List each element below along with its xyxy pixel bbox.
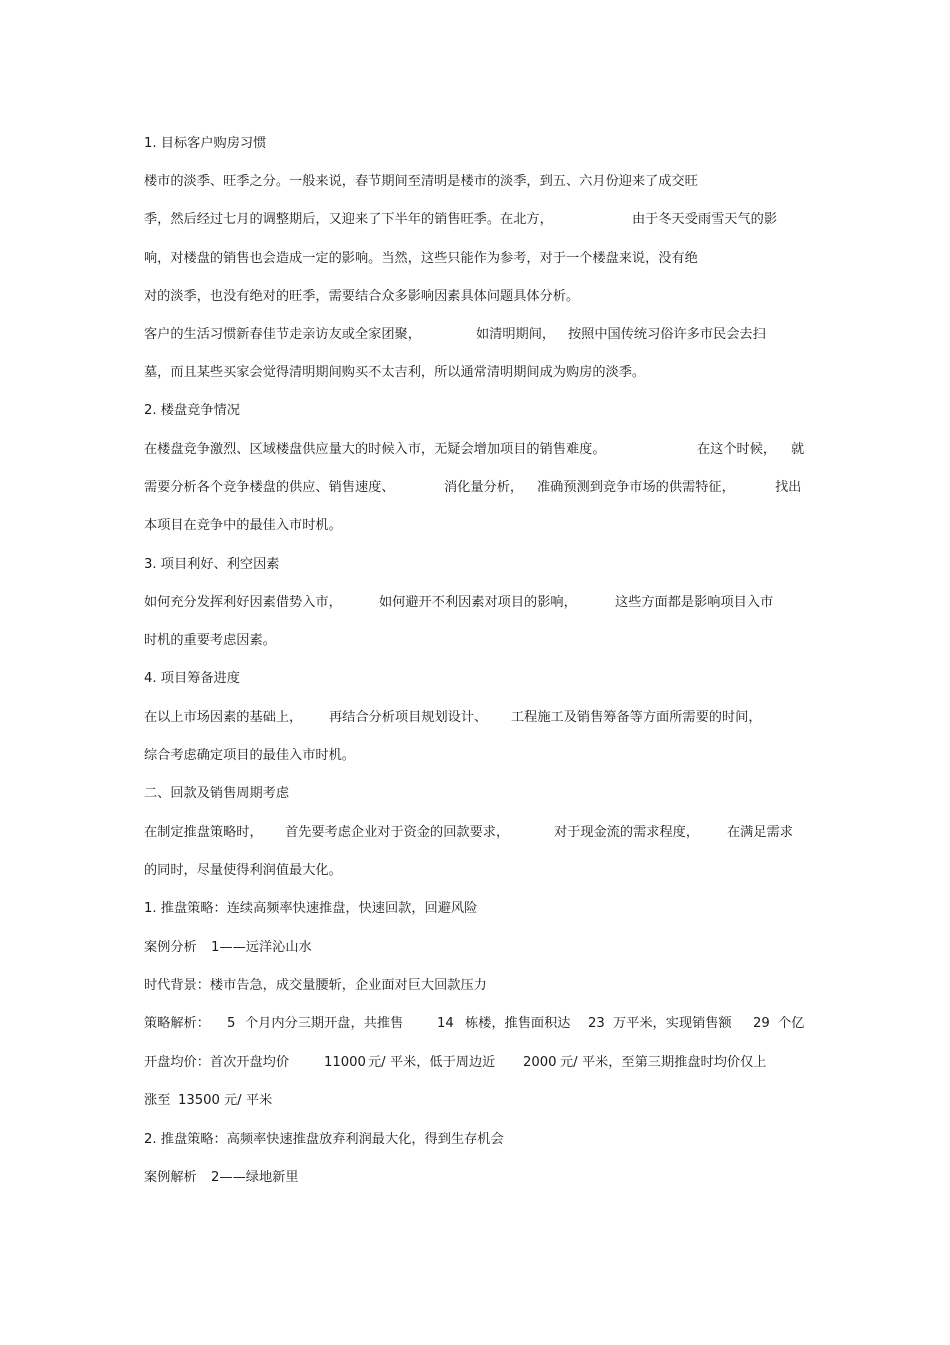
case-title-1 <box>144 936 824 960</box>
text-segment: 响，对楼盘的销售也会造成一定的影响。当然，这些只能作为参考，对于一个楼盘来说，没有绝 <box>144 251 698 266</box>
text-segment: 个亿 <box>778 1016 805 1031</box>
text-segment: 在满足需求 <box>727 825 793 840</box>
text-segment: 综合考虑确定项目的最佳入市时机。 <box>144 748 355 763</box>
text-segment: 准确预测到竞争市场的供需特征， <box>537 480 735 495</box>
text-segment: 这些方面都是影响项目入市 <box>615 595 774 610</box>
paragraph-line <box>144 170 824 194</box>
paragraph-line <box>144 974 824 998</box>
text-segment: 对的淡季，也没有绝对的旺季，需要结合众多影响因素具体问题具体分析。 <box>144 289 580 304</box>
text-segment: 需要分析各个竞争楼盘的供应、销售速度、 <box>144 480 395 495</box>
text-segment: 的同时，尽量使得利润值最大化。 <box>144 863 342 878</box>
text-segment: 时代背景：楼市告急，成交量腰斩，企业面对巨大回款压力 <box>144 978 487 993</box>
text-segment: 1. 目标客户购房习惯 <box>144 136 267 151</box>
paragraph-line <box>144 514 824 538</box>
text-segment: 按照中国传统习俗许多市民会去扫 <box>568 327 766 342</box>
text-segment: 29 <box>753 1016 770 1031</box>
text-segment: 如何充分发挥利好因素借势入市， <box>144 595 342 610</box>
text-segment: 2000 <box>523 1055 557 1070</box>
text-segment: 首先要考虑企业对于资金的回款要求， <box>285 825 510 840</box>
text-segment: 3. 项目利好、利空因素 <box>144 557 280 572</box>
heading-preparation-progress <box>144 667 824 691</box>
text-segment: 个月内分三期开盘，共推售 <box>245 1016 404 1031</box>
text-segment: 1. 推盘策略：连续高频率快速推盘，快速回款，回避风险 <box>144 901 478 916</box>
heading-strategy-1 <box>144 897 824 921</box>
paragraph-line <box>144 285 824 309</box>
paragraph-line <box>144 1012 824 1036</box>
text-segment: 2. 楼盘竞争情况 <box>144 403 240 418</box>
text-segment: 由于冬天受雨雪天气的影 <box>632 212 778 227</box>
text-segment: 在楼盘竞争激烈、区域楼盘供应量大的时候入市，无疑会增加项目的销售难度。 <box>144 442 606 457</box>
text-segment: 二、回款及销售周期考虑 <box>144 786 290 801</box>
heading-competition <box>144 399 824 423</box>
text-segment: 4. 项目筹备进度 <box>144 671 240 686</box>
text-segment: 1——远洋沁山水 <box>211 940 312 955</box>
heading-payback-cycle <box>144 782 824 806</box>
heading-strategy-2 <box>144 1128 824 1152</box>
paragraph-line <box>144 1051 824 1075</box>
text-segment: 本项目在竞争中的最佳入市时机。 <box>144 518 342 533</box>
text-segment: 再结合分析项目规划设计、 <box>329 710 488 725</box>
text-segment: 如何避开不利因素对项目的影响， <box>379 595 577 610</box>
paragraph-line <box>144 821 824 845</box>
text-segment: 在以上市场因素的基础上， <box>144 710 303 725</box>
paragraph-line <box>144 208 824 232</box>
paragraph-line <box>144 361 824 385</box>
text-segment: 案例分析 <box>144 940 197 955</box>
heading-customer-habits <box>144 132 824 156</box>
text-segment: 13500 <box>178 1093 220 1108</box>
paragraph-line <box>144 591 824 615</box>
text-segment: 5 <box>227 1016 236 1031</box>
text-segment: 23 <box>588 1016 605 1031</box>
text-segment: 元/ 平米，低于周边近 <box>368 1055 496 1070</box>
text-segment: 消化量分析， <box>444 480 524 495</box>
paragraph-line <box>144 859 824 883</box>
paragraph-line <box>144 323 824 347</box>
text-segment: 开盘均价：首次开盘均价 <box>144 1055 290 1070</box>
text-segment: 如清明期间， <box>476 327 556 342</box>
paragraph-line <box>144 247 824 271</box>
text-segment: 元/ 平米，至第三期推盘时均价仅上 <box>560 1055 767 1070</box>
text-segment: 时机的重要考虑因素。 <box>144 633 276 648</box>
text-segment: 对于现金流的需求程度， <box>554 825 700 840</box>
text-segment: 楼市的淡季、旺季之分。一般来说，春节期间至清明是楼市的淡季，到五、六月份迎来了成交旺 <box>144 174 698 189</box>
text-segment: 找出 <box>775 480 802 495</box>
text-segment: 11000 <box>324 1055 366 1070</box>
text-segment: 涨至 <box>144 1093 171 1108</box>
text-segment: 就 <box>791 442 805 457</box>
text-segment: 在这个时候， <box>697 442 777 457</box>
text-segment: 季，然后经过七月的调整期后，又迎来了下半年的销售旺季。在北方， <box>144 212 553 227</box>
paragraph-line <box>144 1089 824 1113</box>
text-segment: 14 <box>437 1016 454 1031</box>
paragraph-line <box>144 476 824 500</box>
paragraph-line <box>144 629 824 653</box>
paragraph-line <box>144 744 824 768</box>
text-segment: 2. 推盘策略：高频率快速推盘放弃利润最大化，得到生存机会 <box>144 1132 504 1147</box>
text-segment: 案例解析 <box>144 1170 197 1185</box>
paragraph-line <box>144 706 824 730</box>
text-segment: 万平米，实现销售额 <box>613 1016 732 1031</box>
text-segment: 策略解析： <box>144 1016 210 1031</box>
heading-project-factors <box>144 553 824 577</box>
text-segment: 栋楼，推售面积达 <box>465 1016 571 1031</box>
text-segment: 工程施工及销售筹备等方面所需要的时间， <box>511 710 762 725</box>
text-segment: 在制定推盘策略时， <box>144 825 263 840</box>
text-segment: 客户的生活习惯新春佳节走亲访友或全家团聚， <box>144 327 421 342</box>
case-title-2 <box>144 1166 824 1190</box>
text-segment: 墓，而且某些买家会觉得清明期间购买不太吉利，所以通常清明期间成为购房的淡季。 <box>144 365 646 380</box>
paragraph-line <box>144 438 824 462</box>
text-segment: 2——绿地新里 <box>211 1170 299 1185</box>
text-segment: 元/ 平米 <box>224 1093 273 1108</box>
